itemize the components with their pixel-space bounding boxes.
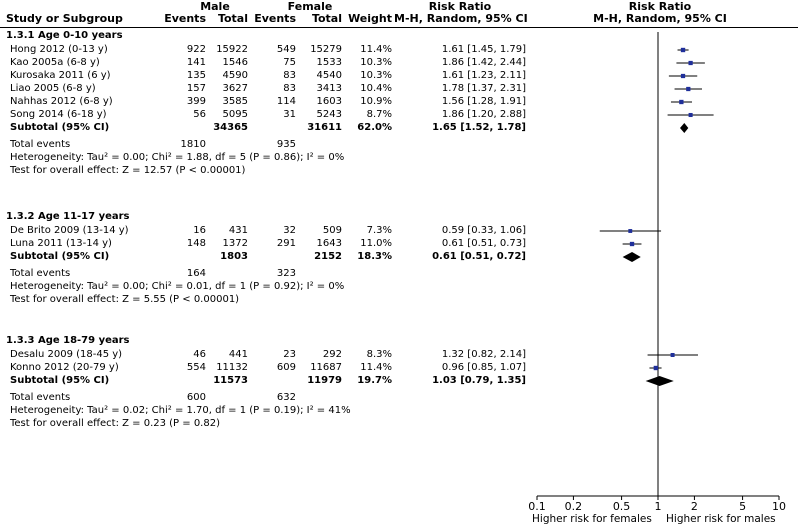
x-tick-label: 0.1	[528, 500, 546, 513]
female-events: 549	[276, 44, 296, 55]
study-weight: 7.3%	[366, 225, 392, 236]
male-total-header: Total	[217, 12, 248, 25]
female-events: 75	[283, 57, 296, 68]
female-events: 609	[276, 362, 296, 373]
study-column-header: Study or Subgroup	[6, 12, 123, 25]
study-weight: 10.9%	[360, 96, 392, 107]
weight-header: Weight	[348, 12, 392, 25]
total-events-male: 1810	[180, 139, 206, 150]
subtotal-female-total: 31611	[307, 122, 342, 133]
study-weight: 11.0%	[360, 238, 392, 249]
male-events: 135	[186, 70, 206, 81]
male-events: 922	[186, 44, 206, 55]
female-total: 1533	[316, 57, 342, 68]
male-events: 56	[193, 109, 206, 120]
male-total: 5095	[222, 109, 248, 120]
female-events: 83	[283, 70, 296, 81]
study-weight: 8.3%	[366, 349, 392, 360]
male-total: 3585	[222, 96, 248, 107]
heterogeneity-text: Heterogeneity: Tau² = 0.02; Chi² = 1.70, df = 1 (P = 0.19); I² = 41%	[10, 405, 351, 416]
male-events: 141	[186, 57, 206, 68]
male-total: 1372	[222, 238, 248, 249]
study-risk-ratio: 0.59 [0.33, 1.06]	[441, 225, 526, 236]
study-point-marker	[688, 61, 692, 65]
male-events: 554	[186, 362, 206, 373]
x-tick-label: 0.5	[612, 500, 631, 513]
subtotal-risk-ratio: 1.03 [0.79, 1.35]	[432, 375, 526, 386]
male-total: 431	[228, 225, 248, 236]
female-total: 292	[322, 349, 342, 360]
subtotal-risk-ratio: 1.65 [1.52, 1.78]	[432, 122, 526, 133]
subtotal-label: Subtotal (95% CI)	[10, 375, 110, 386]
study-weight: 10.4%	[360, 83, 392, 94]
subtotal-diamond	[646, 376, 674, 386]
plot-header-title: Risk Ratio	[628, 0, 692, 13]
total-events-label: Total events	[10, 392, 71, 403]
study-point-marker	[630, 242, 634, 246]
study-name: Nahhas 2012 (6-8 y)	[10, 96, 113, 107]
total-events-female: 632	[276, 392, 296, 403]
study-point-marker	[689, 113, 693, 117]
x-tick-label: 0.2	[564, 500, 583, 513]
subtotal-weight: 62.0%	[357, 122, 392, 133]
subtotal-label: Subtotal (95% CI)	[10, 122, 110, 133]
male-total: 11132	[216, 362, 248, 373]
overall-effect-text: Test for overall effect: Z = 12.57 (P < 0.00001)	[10, 165, 246, 176]
male-events-header: Events	[164, 12, 206, 25]
male-events: 148	[186, 238, 206, 249]
total-events-label: Total events	[10, 139, 71, 150]
male-events: 16	[193, 225, 206, 236]
favours-females-label: Higher risk for females	[532, 513, 652, 525]
favours-males-label: Higher risk for males	[666, 513, 776, 525]
study-point-marker	[686, 87, 690, 91]
study-weight: 11.4%	[360, 44, 392, 55]
female-events: 291	[276, 238, 296, 249]
study-risk-ratio: 1.56 [1.28, 1.91]	[441, 96, 526, 107]
total-events-female: 323	[276, 268, 296, 279]
subtotal-male-total: 11573	[213, 375, 248, 386]
male-total: 3627	[222, 83, 248, 94]
male-total: 15922	[216, 44, 248, 55]
heterogeneity-text: Heterogeneity: Tau² = 0.00; Chi² = 0.01, df = 1 (P = 0.92); I² = 0%	[10, 281, 345, 292]
x-tick-label: 10	[772, 500, 786, 513]
subtotal-risk-ratio: 0.61 [0.51, 0.72]	[432, 251, 526, 262]
female-events: 32	[283, 225, 296, 236]
total-events-male: 600	[186, 392, 206, 403]
male-events: 46	[193, 349, 206, 360]
subgroup-title: 1.3.2 Age 11-17 years	[6, 211, 130, 222]
female-total: 4540	[316, 70, 342, 81]
study-weight: 10.3%	[360, 57, 392, 68]
x-tick-label: 5	[739, 500, 747, 513]
male-total: 4590	[222, 70, 248, 81]
female-total: 5243	[316, 109, 342, 120]
study-risk-ratio: 1.86 [1.20, 2.88]	[441, 109, 526, 120]
subgroup-title: 1.3.1 Age 0-10 years	[6, 30, 123, 41]
plot-header-method: M-H, Random, 95% CI	[593, 12, 727, 25]
study-point-marker	[681, 74, 685, 78]
overall-effect-text: Test for overall effect: Z = 5.55 (P < 0.00001)	[10, 294, 240, 305]
study-point-marker	[628, 229, 632, 233]
study-point-marker	[681, 48, 685, 52]
subtotal-male-total: 34365	[213, 122, 248, 133]
subtotal-female-total: 11979	[307, 375, 342, 386]
study-risk-ratio: 0.96 [0.85, 1.07]	[441, 362, 526, 373]
study-name: Kao 2005a (6-8 y)	[10, 57, 100, 68]
subgroup-title: 1.3.3 Age 18-79 years	[6, 335, 130, 346]
male-events: 157	[186, 83, 206, 94]
subtotal-weight: 18.3%	[357, 251, 392, 262]
subtotal-diamond	[680, 123, 688, 133]
male-total: 441	[228, 349, 248, 360]
male-total: 1546	[222, 57, 248, 68]
study-weight: 11.4%	[360, 362, 392, 373]
total-events-female: 935	[276, 139, 296, 150]
study-point-marker	[654, 366, 658, 370]
overall-effect-text: Test for overall effect: Z = 0.23 (P = 0.82)	[10, 418, 220, 429]
female-total-header: Total	[311, 12, 342, 25]
study-point-marker	[679, 100, 683, 104]
subtotal-diamond	[623, 252, 641, 262]
study-name: Kurosaka 2011 (6 y)	[10, 70, 111, 81]
study-weight: 8.7%	[366, 109, 392, 120]
rr-header-title: Risk Ratio	[428, 0, 492, 13]
total-events-male: 164	[186, 268, 206, 279]
rr-header-method: M-H, Random, 95% CI	[394, 12, 528, 25]
study-risk-ratio: 1.32 [0.82, 2.14]	[441, 349, 526, 360]
female-events: 114	[276, 96, 296, 107]
study-name: Song 2014 (6-18 y)	[10, 109, 107, 120]
study-name: Liao 2005 (6-8 y)	[10, 83, 96, 94]
female-events-header: Events	[254, 12, 296, 25]
female-total: 1603	[316, 96, 342, 107]
male-events: 399	[186, 96, 206, 107]
study-risk-ratio: 1.61 [1.45, 1.79]	[441, 44, 526, 55]
female-events: 83	[283, 83, 296, 94]
female-group-header: Female	[287, 0, 333, 13]
study-name: Desalu 2009 (18-45 y)	[10, 349, 123, 360]
total-events-label: Total events	[10, 268, 71, 279]
male-group-header: Male	[200, 0, 230, 13]
female-total: 3413	[316, 83, 342, 94]
subtotal-weight: 19.7%	[357, 375, 392, 386]
study-name: Hong 2012 (0-13 y)	[10, 44, 108, 55]
study-risk-ratio: 1.78 [1.37, 2.31]	[441, 83, 526, 94]
study-risk-ratio: 0.61 [0.51, 0.73]	[441, 238, 526, 249]
subtotal-female-total: 2152	[314, 251, 342, 262]
study-risk-ratio: 1.86 [1.42, 2.44]	[441, 57, 526, 68]
female-total: 15279	[310, 44, 342, 55]
female-total: 509	[322, 225, 342, 236]
female-events: 23	[283, 349, 296, 360]
study-name: De Brito 2009 (13-14 y)	[10, 225, 129, 236]
subtotal-male-total: 1803	[220, 251, 248, 262]
study-weight: 10.3%	[360, 70, 392, 81]
female-total: 11687	[310, 362, 342, 373]
heterogeneity-text: Heterogeneity: Tau² = 0.00; Chi² = 1.88, df = 5 (P = 0.86); I² = 0%	[10, 152, 345, 163]
study-point-marker	[671, 353, 675, 357]
female-events: 31	[283, 109, 296, 120]
study-name: Konno 2012 (20-79 y)	[10, 362, 119, 373]
study-name: Luna 2011 (13-14 y)	[10, 238, 112, 249]
study-risk-ratio: 1.61 [1.23, 2.11]	[441, 70, 526, 81]
x-tick-label: 1	[654, 500, 662, 513]
female-total: 1643	[316, 238, 342, 249]
x-tick-label: 2	[690, 500, 698, 513]
subtotal-label: Subtotal (95% CI)	[10, 251, 110, 262]
